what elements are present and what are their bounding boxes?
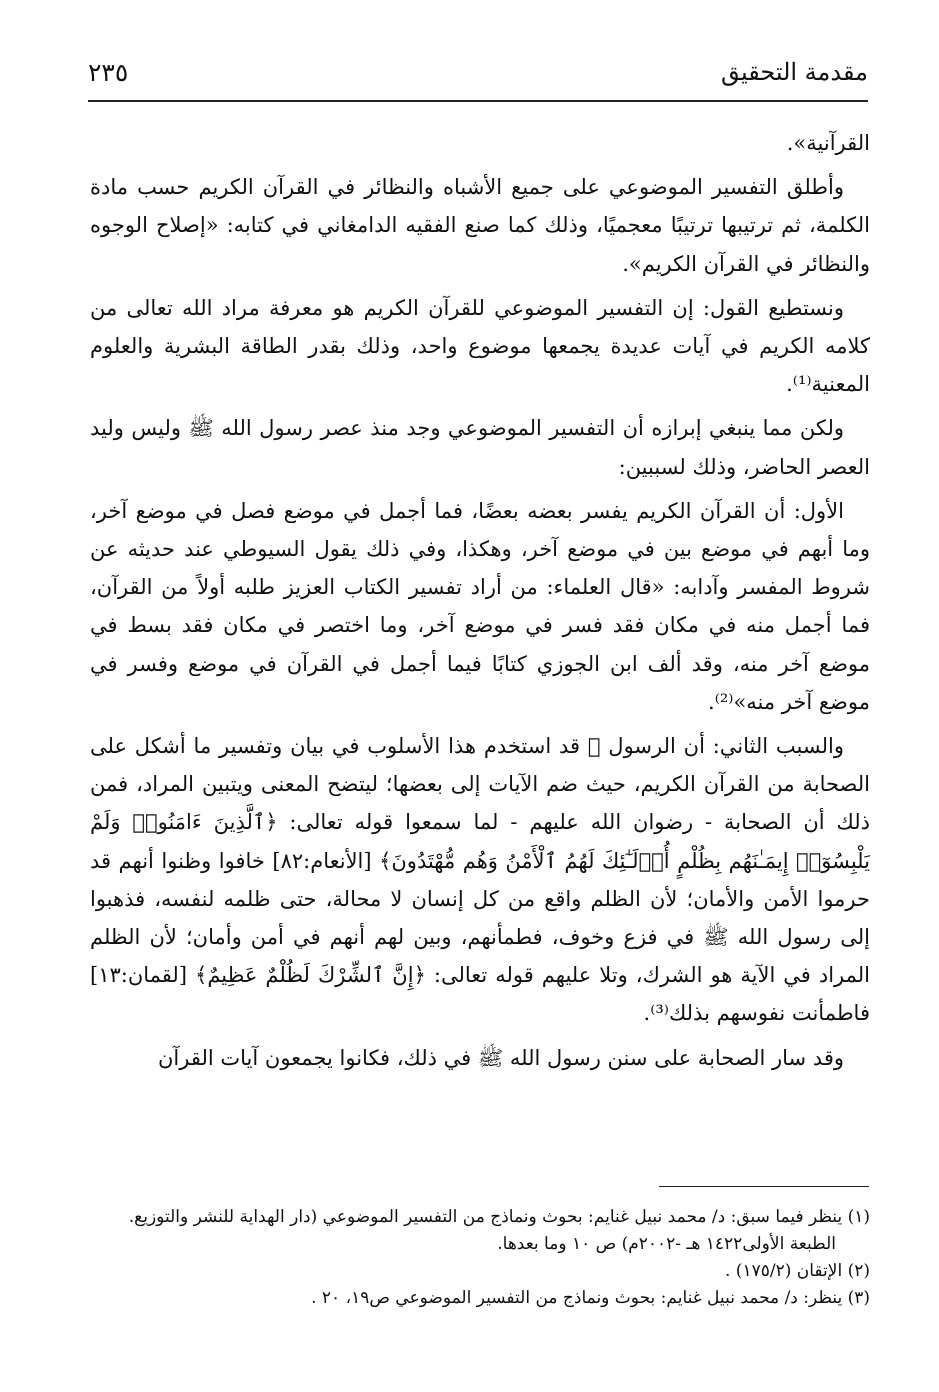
paragraph: الأول: أن القرآن الكريم يفسر بعضه بعضًا، فما أجمل في موضع فصل في موضع آخر، وما أبهم في موضع بين في موضع آخر، وهكذا، وفي ذلك يقول السيوطي عند حديثه عن شروط المفسر وآدابه: «قال العلماء: من أراد تفسير الكتاب العزيز طلبه أولاً من القرآن، فما أجمل منه في مكان فقد فسر في موضع آخر، وما اختصر في مكان فقد بسط في موضع آخر منه، وقد ألف ابن الجوزي كتابًا فيما أجمل في القرآن في موضع وفسر في موضع آخر منه»⁽²⁾. bbox=[90, 498, 870, 714]
paragraph: وقد سار الصحابة على سنن رسول الله ﷺ في ذلك، فكانوا يجمعون آيات القرآن bbox=[158, 1045, 844, 1070]
paragraph: ولكن مما ينبغي إبرازه أن التفسير الموضوعي وجد منذ عصر رسول الله ﷺ وليس وليد العصر الحاضر، وذلك لسببين: bbox=[90, 416, 870, 479]
footnote-separator bbox=[659, 1186, 869, 1187]
footnote: (٢) الإتقان (١٧٥/٢) . bbox=[725, 1261, 870, 1281]
paragraph-continuation: القرآنية». bbox=[786, 131, 870, 155]
paragraph: والسبب الثاني: أن الرسول ﷺ قد استخدم هذا الأسلوب في بيان وتفسير ما أشكل على الصحابة من القرآن الكريم، حيث ضم الآيات إلى بعضها؛ ليتضح المعنى ويتبين المراد، فمن ذلك أن الصحابة - رضوان الله عليهم - لما سمعوا قوله تعالى: ﴿ٱلَّذِينَ ءَامَنُوا۟ وَلَمْ يَلْبِسُوٓا۟ إِيمَـٰنَهُم بِظُلْمٍ أُو۟لَـٰٓئِكَ لَهُمُ ٱلْأَمْنُ وَهُم مُّهْتَدُونَ﴾ [الأنعام:٨٢] خافوا وظنوا أنهم قد حرموا الأمن والأمان؛ لأن الظلم واقع من كل إنسان لا محالة، حتى ظلمه لنفسه، فذهبوا إلى رسول الله ﷺ في فزع وخوف، فطمأنهم، وبين لهم أنهم في أمن وأمان؛ لأن الظلم المراد في الآية هو الشرك، وتلا عليهم قوله تعالى: ﴿إِنَّ ٱلشِّرْكَ لَظُلْمٌ عَظِيمٌ﴾ [لقمان:١٣] فاطمأنت نفوسهم بذلك⁽³⁾. bbox=[90, 734, 871, 1026]
footnotes bbox=[90, 1204, 870, 1312]
page-number: ٢٣٥ bbox=[88, 58, 129, 87]
header-rule bbox=[88, 100, 868, 102]
paragraph: ونستطيع القول: إن التفسير الموضوعي للقرآن الكريم هو معرفة مراد الله تعالى من كلامه الكريم في آيات عديدة يجمعها موضوع واحد، وذلك بقدر الطاقة البشرية والعلوم المعنية⁽¹⁾. bbox=[90, 295, 870, 397]
footnote: (٣) ينظر: د/ محمد نبيل غنايم: بحوث ونماذج من التفسير الموضوعي ص١٩، ٢٠ . bbox=[311, 1288, 870, 1308]
footnote: (١) ينظر فيما سبق: د/ محمد نبيل غنايم: بحوث ونماذج من التفسير الموضوعي (دار الهداية للنشر والتوزيع. الطبعة الأولى١٤٢٢ هـ -٢٠٠٢م) ص ١٠ وما بعدها. bbox=[128, 1207, 870, 1254]
paragraph: وأطلق التفسير الموضوعي على جميع الأشباه والنظائر في القرآن الكريم حسب مادة الكلمة، ثم ترتيبها ترتيبًا معجميًا، وذلك كما صنع الفقيه الدامغاني في كتابه: «إصلاح الوجوه والنظائر في القرآن الكريم». bbox=[90, 175, 870, 276]
running-title: مقدمة التحقيق bbox=[720, 58, 868, 86]
page-header bbox=[88, 58, 868, 98]
main-text bbox=[90, 124, 870, 1083]
